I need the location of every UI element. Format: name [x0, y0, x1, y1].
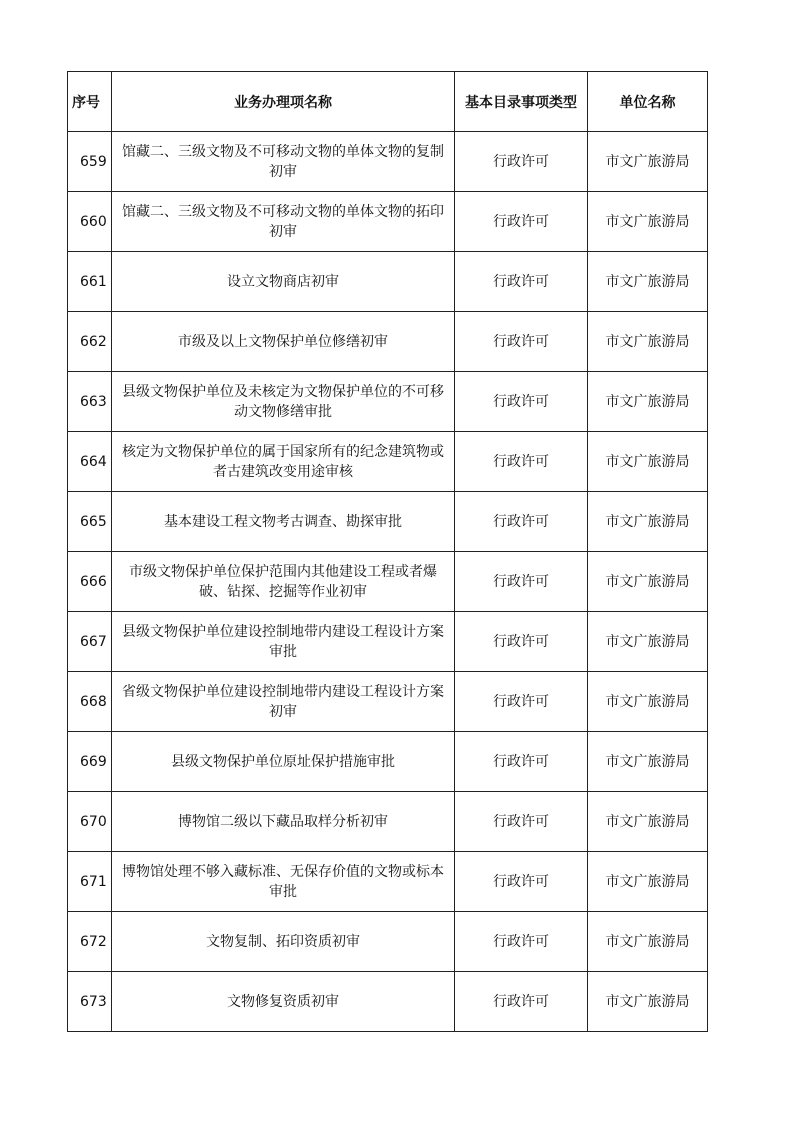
row-name: 核定为文物保护单位的属于国家所有的纪念建筑物或者古建筑改变用途审核 — [112, 432, 455, 492]
row-type: 行政许可 — [455, 852, 588, 912]
row-no: 670 — [68, 792, 112, 852]
row-name: 基本建设工程文物考古调查、勘探审批 — [112, 492, 455, 552]
row-no: 662 — [68, 312, 112, 372]
row-type: 行政许可 — [455, 492, 588, 552]
row-name: 馆藏二、三级文物及不可移动文物的单体文物的拓印初审 — [112, 192, 455, 252]
row-type: 行政许可 — [455, 912, 588, 972]
table-row — [68, 432, 708, 492]
table-row — [68, 852, 708, 912]
row-no: 672 — [68, 912, 112, 972]
row-type: 行政许可 — [455, 612, 588, 672]
table-row — [68, 612, 708, 672]
table-row — [68, 312, 708, 372]
row-no: 663 — [68, 372, 112, 432]
table-row — [68, 672, 708, 732]
row-name: 市级及以上文物保护单位修缮初审 — [112, 312, 455, 372]
row-name: 市级文物保护单位保护范围内其他建设工程或者爆破、钻探、挖掘等作业初审 — [112, 552, 455, 612]
row-name: 县级文物保护单位及未核定为文物保护单位的不可移动文物修缮审批 — [112, 372, 455, 432]
row-unit: 市文广旅游局 — [588, 252, 708, 312]
row-name: 县级文物保护单位建设控制地带内建设工程设计方案审批 — [112, 612, 455, 672]
row-name: 馆藏二、三级文物及不可移动文物的单体文物的复制初审 — [112, 132, 455, 192]
row-type: 行政许可 — [455, 792, 588, 852]
table-row — [68, 792, 708, 852]
table-row — [68, 912, 708, 972]
row-no: 673 — [68, 972, 112, 1032]
row-name: 省级文物保护单位建设控制地带内建设工程设计方案初审 — [112, 672, 455, 732]
table-row — [68, 732, 708, 792]
row-no: 661 — [68, 252, 112, 312]
row-unit: 市文广旅游局 — [588, 372, 708, 432]
row-name: 县级文物保护单位原址保护措施审批 — [112, 732, 455, 792]
row-no: 660 — [68, 192, 112, 252]
row-unit: 市文广旅游局 — [588, 132, 708, 192]
row-unit: 市文广旅游局 — [588, 972, 708, 1032]
row-no: 666 — [68, 552, 112, 612]
row-unit: 市文广旅游局 — [588, 612, 708, 672]
row-unit: 市文广旅游局 — [588, 672, 708, 732]
row-unit: 市文广旅游局 — [588, 432, 708, 492]
row-type: 行政许可 — [455, 192, 588, 252]
row-unit: 市文广旅游局 — [588, 552, 708, 612]
row-type: 行政许可 — [455, 372, 588, 432]
row-type: 行政许可 — [455, 672, 588, 732]
header-name: 业务办理项名称 — [112, 72, 455, 132]
header-type: 基本目录事项类型 — [455, 72, 588, 132]
row-type: 行政许可 — [455, 552, 588, 612]
row-unit: 市文广旅游局 — [588, 312, 708, 372]
row-type: 行政许可 — [455, 132, 588, 192]
table-row — [68, 132, 708, 192]
row-unit: 市文广旅游局 — [588, 732, 708, 792]
row-no: 659 — [68, 132, 112, 192]
header-unit: 单位名称 — [588, 72, 708, 132]
header-no: 序号 — [68, 72, 112, 132]
row-unit: 市文广旅游局 — [588, 492, 708, 552]
row-unit: 市文广旅游局 — [588, 912, 708, 972]
row-type: 行政许可 — [455, 432, 588, 492]
row-type: 行政许可 — [455, 732, 588, 792]
row-no: 667 — [68, 612, 112, 672]
row-name: 设立文物商店初审 — [112, 252, 455, 312]
table-row — [68, 192, 708, 252]
table-row — [68, 252, 708, 312]
row-no: 665 — [68, 492, 112, 552]
row-no: 664 — [68, 432, 112, 492]
row-unit: 市文广旅游局 — [588, 852, 708, 912]
items-table — [67, 71, 708, 1032]
row-unit: 市文广旅游局 — [588, 792, 708, 852]
row-no: 671 — [68, 852, 112, 912]
table-row — [68, 372, 708, 432]
row-name: 博物馆处理不够入藏标准、无保存价值的文物或标本审批 — [112, 852, 455, 912]
table-row — [68, 972, 708, 1032]
row-type: 行政许可 — [455, 252, 588, 312]
table-header-row — [68, 72, 708, 132]
row-type: 行政许可 — [455, 312, 588, 372]
table-row — [68, 552, 708, 612]
row-no: 669 — [68, 732, 112, 792]
row-name: 文物复制、拓印资质初审 — [112, 912, 455, 972]
row-name: 博物馆二级以下藏品取样分析初审 — [112, 792, 455, 852]
table-row — [68, 492, 708, 552]
row-name: 文物修复资质初审 — [112, 972, 455, 1032]
row-no: 668 — [68, 672, 112, 732]
row-unit: 市文广旅游局 — [588, 192, 708, 252]
row-type: 行政许可 — [455, 972, 588, 1032]
